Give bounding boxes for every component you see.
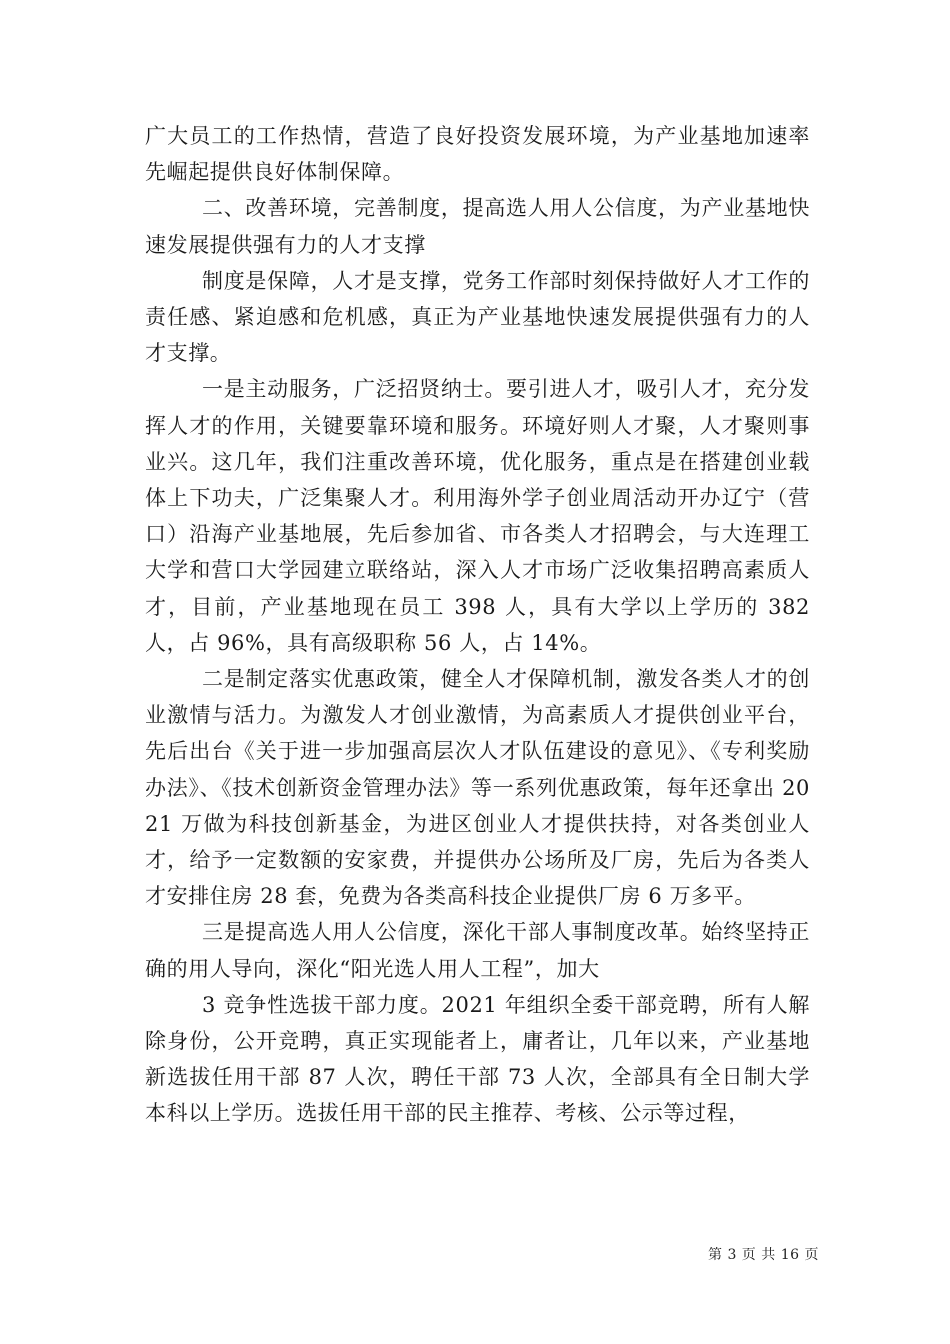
- paragraph-point-one: 一是主动服务，广泛招贤纳士。要引进人才，吸引人才，充分发挥人才的作用，关键要靠环境和服务。环境好则人才聚，人才聚则事业兴。这几年，我们注重改善环境，优化服务，重点是在搭建创业载体上下功夫，广泛集聚人才。利用海外学子创业周活动开办辽宁（营口）沿海产业基地展，先后参加省、市各类人才招聘会，与大连理工大学和营口大学园建立联络站，深入人才市场广泛收集招聘高素质人才，目前，产业基地现在员工 398 人，具有大学以上学历的 382 人，占 96%，具有高级职称 56 人，占 14%。: [145, 377, 810, 655]
- document-body: [145, 118, 810, 1132]
- paragraph-point-two: 二是制定落实优惠政策，健全人才保障机制，激发各类人才的创业激情与活力。为激发人才创业激情，为高素质人才提供创业平台，先后出台《关于进一步加强高层次人才队伍建设的意见》、《专利奖励办法》、《技术创新资金管理办法》等一系列优惠政策，每年还拿出 2021 万做为科技创新基金，为进区创业人才提供扶持，对各类创业人才，给予一定数额的安家费，并提供办公场所及厂房，先后为各类人才安排住房 28 套，免费为各类高科技企业提供厂房 6 万多平。: [145, 667, 810, 909]
- paragraph-point-three-continued: 3 竞争性选拔干部力度。2021 年组织全委干部竞聘，所有人解除身份，公开竞聘，真正实现能者上，庸者让，几年以来，产业基地新选拔任用干部 87 人次，聘任干部 73 人次，全部具有全日制大学本科以上学历。选拔任用干部的民主推荐、考核、公示等过程，: [145, 992, 810, 1126]
- paragraph-continuation: 广大员工的工作热情，营造了良好投资发展环境，为产业基地加速率先崛起提供良好体制保障。: [145, 124, 810, 185]
- section-heading: 二、改善环境，完善制度，提高选人用人公信度，为产业基地快速发展提供强有力的人才支撑: [145, 196, 810, 257]
- paragraph-intro: 制度是保障，人才是支撑，党务工作部时刻保持做好人才工作的责任感、紧迫感和危机感，真正为产业基地快速发展提供强有力的人才支撑。: [145, 268, 810, 366]
- page-number-footer: 第 3 页 共 16 页: [708, 1247, 819, 1263]
- paragraph-point-three: 三是提高选人用人公信度，深化干部人事制度改革。始终坚持正确的用人导向，深化“阳光选人用人工程”，加大: [145, 920, 810, 981]
